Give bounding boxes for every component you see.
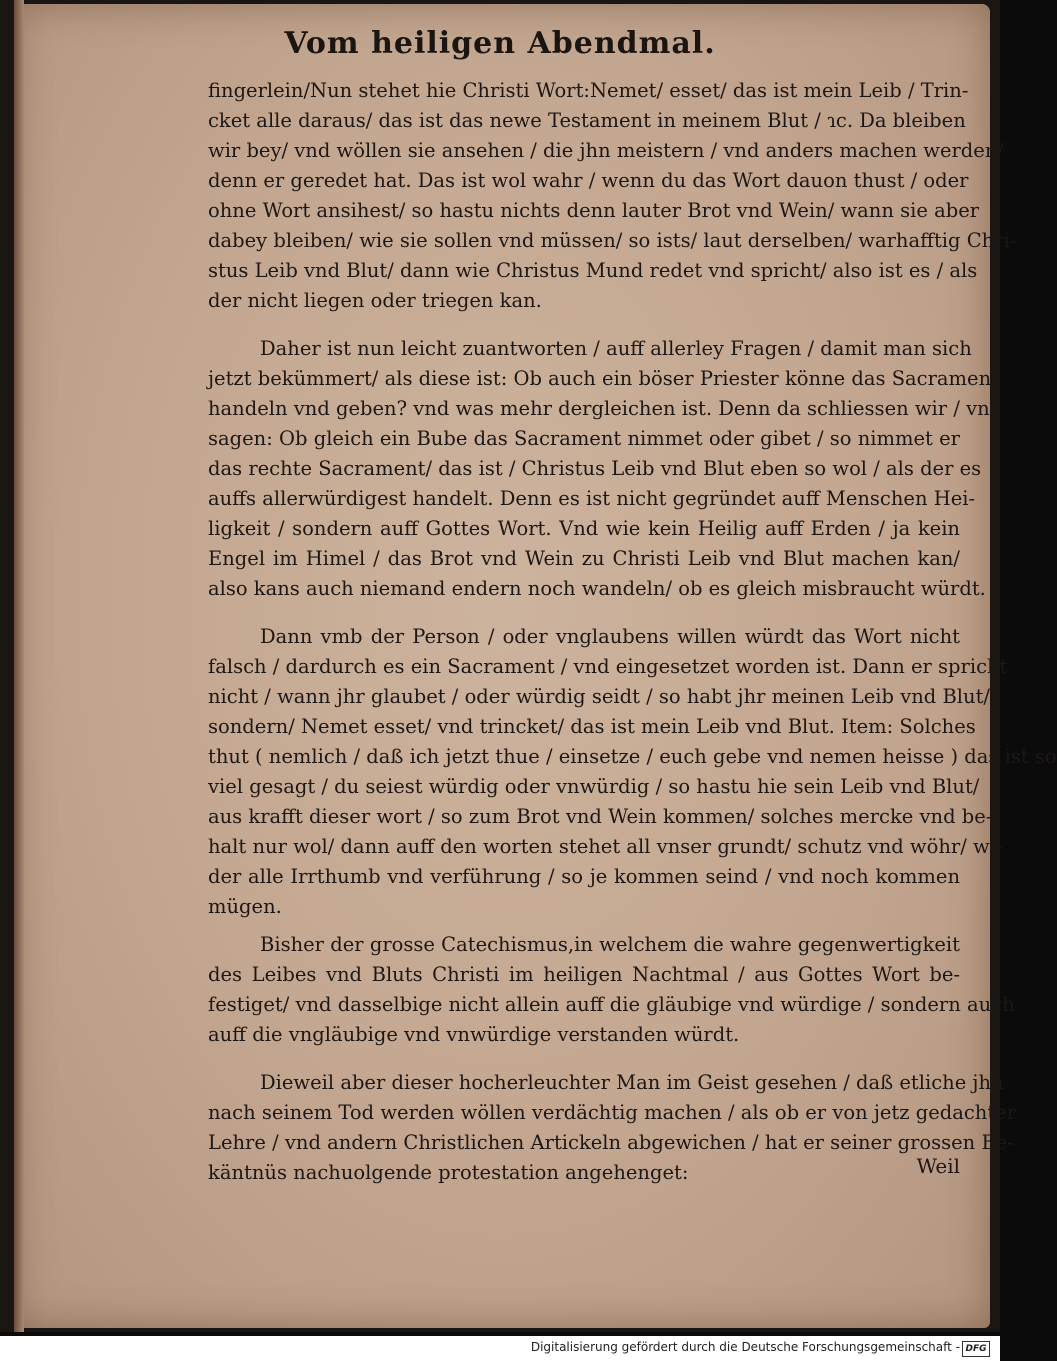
text-line: falsch / dardurch es ein Sacrament / vnd eingesetzet worden ist. Dann er spricht [208,655,1008,678]
dfg-logo-icon: DFG [962,1341,990,1357]
text-line: Dann vmb der Person / oder vnglaubens willen würdt das Wort nicht [260,625,960,648]
text-line: aus krafft dieser wort / so zum Brot vnd Wein kommen/ solches mercke vnd be- [208,805,993,828]
text-line: der alle Irrthumb vnd verführung / so je kommen seind / vnd noch kommen [208,865,960,888]
paragraph-1 [208,76,1017,316]
text-line: viel gesagt / du seiest würdig oder vnwürdig / so hastu hie sein Leib vnd Blut/ [208,775,980,798]
text-line: jetzt bekümmert/ als diese ist: Ob auch ein böser Priester könne das Sacrament [208,367,999,390]
paragraph-gap [208,922,960,930]
paragraph-3 [208,622,1057,922]
paragraph-4 [208,930,1015,1050]
text-line: des Leibes vnd Bluts Christi im heiligen Nachtmal / aus Gottes Wort be- [208,963,960,986]
text-line: Bisher der grosse Catechismus,in welchem die wahre gegenwertigkeit [260,933,960,956]
body-text [208,76,1057,1188]
text-line: mügen. [208,895,282,918]
text-line: halt nur wol/ dann auff den worten stehet all vnser grundt/ schutz vnd wöhr/ wi- [208,835,1003,858]
text-line: ohne Wort ansihest/ so hastu nichts denn lauter Brot vnd Wein/ wann sie aber [208,199,980,222]
text-line: stus Leib vnd Blut/ dann wie Christus Mund redet vnd spricht/ also ist es / als [208,259,978,282]
text-line: cket alle daraus/ das ist das newe Testament in meinem Blut / ɿc. Da bleiben [208,109,966,132]
paragraph-gap [208,604,960,622]
page-binding-edge [14,0,24,1332]
text-line: auffs allerwürdigest handelt. Denn es ist nicht gegründet auff Menschen Hei- [208,487,976,510]
funding-note: Digitalisierung gefördert durch die Deutsche Forschungsgemeinschaft - [530,1340,960,1354]
text-line: wir bey/ vnd wöllen sie ansehen / die jhn meistern / vnd anders machen werden/ [208,139,1004,162]
text-line: nach seinem Tod werden wöllen verdächtig machen / als ob er von jetz gedachter [208,1101,1017,1124]
text-line: Daher ist nun leicht zuantworten / auff allerley Fragen / damit man sich [260,337,972,360]
text-line: thut ( nemlich / daß ich jetzt thue / einsetze / euch gebe vnd nemen heisse ) das ist so [208,745,1057,768]
text-line: der nicht liegen oder triegen kan. [208,289,542,312]
text-line: festiget/ vnd dasselbige nicht allein auff die gläubige vnd würdige / sondern auch [208,993,1015,1016]
text-line: auff die vngläubige vnd vnwürdige verstanden würdt. [208,1023,740,1046]
paragraph-5 [208,1068,1017,1188]
paragraph-gap [208,1050,960,1068]
running-header: Vom heiligen Abendmal. [284,26,716,61]
text-line: Dieweil aber dieser hocherleuchter Man im Geist gesehen / daß etliche jhn [260,1071,1004,1094]
text-line: Lehre / vnd andern Christlichen Artickeln abgewichen / hat er seiner grossen Be- [208,1131,1014,1154]
digitization-footer [0,1336,1000,1361]
text-line: denn er geredet hat. Das ist wol wahr / wenn du das Wort dauon thust / oder [208,169,969,192]
catchword: Weil [916,1154,960,1178]
text-line: käntnüs nachuolgende protestation angehenget: [208,1161,689,1184]
text-line: ligkeit / sondern auff Gottes Wort. Vnd wie kein Heilig auff Erden / ja kein [208,517,960,540]
paragraph-gap [208,316,960,334]
text-line: nicht / wann jhr glaubet / oder würdig seidt / so habt jhr meinen Leib vnd Blut/ [208,685,990,708]
text-line: fingerlein/Nun stehet hie Christi Wort:Nemet/ esset/ das ist mein Leib / Trin- [208,79,969,102]
text-line: dabey bleiben/ wie sie sollen vnd müssen/ so ists/ laut derselben/ warhafftig Chri- [208,229,1017,252]
text-line: also kans auch niemand endern noch wandeln/ ob es gleich misbraucht würdt. [208,577,986,600]
text-line: Engel im Himel / das Brot vnd Wein zu Christi Leib vnd Blut machen kan/ [208,547,960,570]
text-line: handeln vnd geben? vnd was mehr dergleichen ist. Denn da schliessen wir / vnd [208,397,1003,420]
text-line: sondern/ Nemet esset/ vnd trincket/ das ist mein Leib vnd Blut. Item: Solches [208,715,976,738]
text-line: das rechte Sacrament/ das ist / Christus Leib vnd Blut eben so wol / als der es [208,457,982,480]
paragraph-2 [208,334,1003,604]
text-line: sagen: Ob gleich ein Bube das Sacrament nimmet oder gibet / so nimmet er [208,427,960,450]
